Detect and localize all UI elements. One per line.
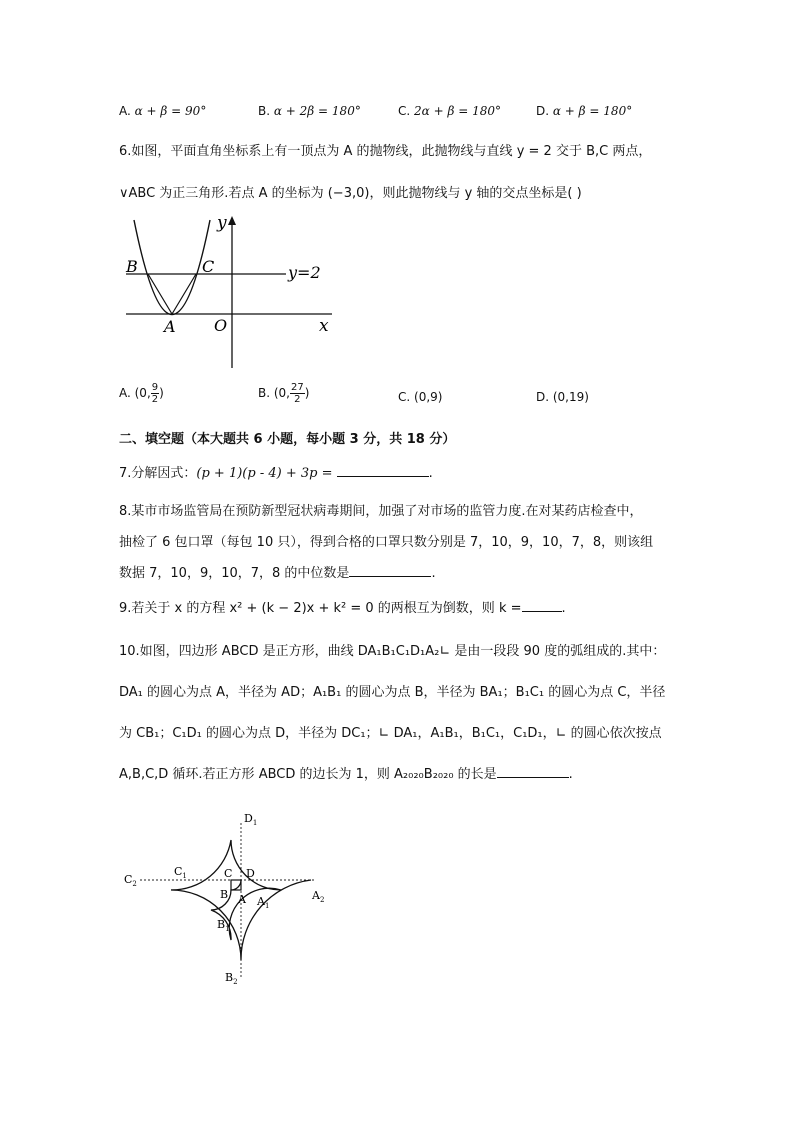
q6-parabola	[134, 220, 210, 315]
q6-label-y-axis: y	[217, 213, 227, 233]
q10-label-d: D	[246, 867, 255, 880]
q6-triangle	[148, 274, 196, 314]
q6-y-axis-arrow	[228, 216, 236, 225]
q5-option-d: D. α + β = 180°	[536, 104, 633, 118]
q8-line-3: 数据 7，10，9，10，7，8 的中位数是 .	[119, 566, 436, 581]
q10-label-c: C	[224, 867, 233, 880]
q10-label-b1: $B_1$	[217, 918, 230, 933]
q6-label-o: O	[214, 316, 228, 335]
q5-option-c: C. 2α + β = 180°	[398, 104, 501, 118]
q8-answer-blank[interactable]	[349, 564, 431, 577]
q8-line-2: 抽检了 6 包口罩（每包 10 只），得到合格的口罩只数分别是 7，10，9，10，7，8，则该组	[119, 535, 654, 550]
q9-answer-blank[interactable]	[522, 599, 562, 612]
q10-label-b: B	[220, 888, 229, 901]
q10-line-3: 为 CB₁；C₁D₁ 的圆心为点 D，半径为 DC₁；∟ DA₁，A₁B₁，B₁C₁，C₁D₁，∟ 的圆心依次按点	[119, 726, 662, 741]
q10-spiral-figure	[110, 805, 340, 995]
q10-line-2: DA₁ 的圆心为点 A，半径为 AD；A₁B₁ 的圆心为点 B，半径为 BA₁；B₁C₁ 的圆心为点 C，半径	[119, 685, 666, 700]
q6-label-b: B	[126, 257, 138, 276]
q10-answer-blank[interactable]	[497, 765, 569, 778]
q6-label-line: y=2	[288, 263, 321, 282]
q6-line-2: ∨ABC 为正三角形.若点 A 的坐标为 (−3,0)，则此抛物线与 y 轴的交点坐标是( )	[119, 186, 582, 201]
q7-answer-blank[interactable]	[337, 464, 429, 477]
q5-option-b: B. α + 2β = 180°	[258, 104, 361, 118]
q6-parabola-figure	[118, 212, 343, 372]
q6-option-a: A. (0, $\frac{9}{2}$ )	[119, 382, 164, 405]
section-2-heading: 二、填空题（本大题共 6 小题，每小题 3 分，共 18 分）	[119, 432, 456, 447]
q6-option-c: C. (0,9)	[398, 390, 443, 404]
q6-label-x-axis: x	[319, 316, 329, 336]
q10-line-1: 10.如图，四边形 ABCD 是正方形，曲线 DA₁B₁C₁D₁A₂∟ 是由一段段 90 度的弧组成的.其中：	[119, 644, 666, 659]
q7-line: 7.分解因式：(p + 1)(p - 4) + 3p = .	[119, 466, 433, 481]
q10-label-c1: $C_1$	[174, 865, 187, 880]
q8-line-1: 8.某市市场监管局在预防新型冠状病毒期间，加强了对市场的监管力度.在对某药店检查中，	[119, 504, 643, 519]
q6-option-d: D. (0,19)	[536, 390, 589, 404]
q5-option-a: A. α + β = 90°	[119, 104, 207, 118]
q6-option-b: B. (0, $\frac{27}{2}$ )	[258, 382, 310, 405]
q10-label-d1: $D_1$	[244, 812, 258, 827]
q6-label-c: C	[202, 257, 215, 276]
q10-label-a: A	[238, 893, 246, 906]
q10-label-c2: $C_2$	[124, 873, 137, 888]
q10-label-a2: $A_2$	[312, 889, 325, 904]
q10-label-a1: $A_1$	[257, 895, 270, 910]
q9-line: 9.若关于 x 的方程 x² + (k − 2)x + k² = 0 的两根互为倒数，则 k = .	[119, 601, 566, 616]
q10-line-4: A,B,C,D 循环.若正方形 ABCD 的边长为 1，则 A₂₀₂₀B₂₀₂₀ 的长是 .	[119, 767, 573, 782]
q6-label-a: A	[164, 317, 176, 336]
q10-label-b2: $B_2$	[225, 971, 238, 986]
q6-line-1: 6.如图，平面直角坐标系上有一顶点为 A 的抛物线，此抛物线与直线 y = 2 交于 B,C 两点，	[119, 144, 652, 159]
